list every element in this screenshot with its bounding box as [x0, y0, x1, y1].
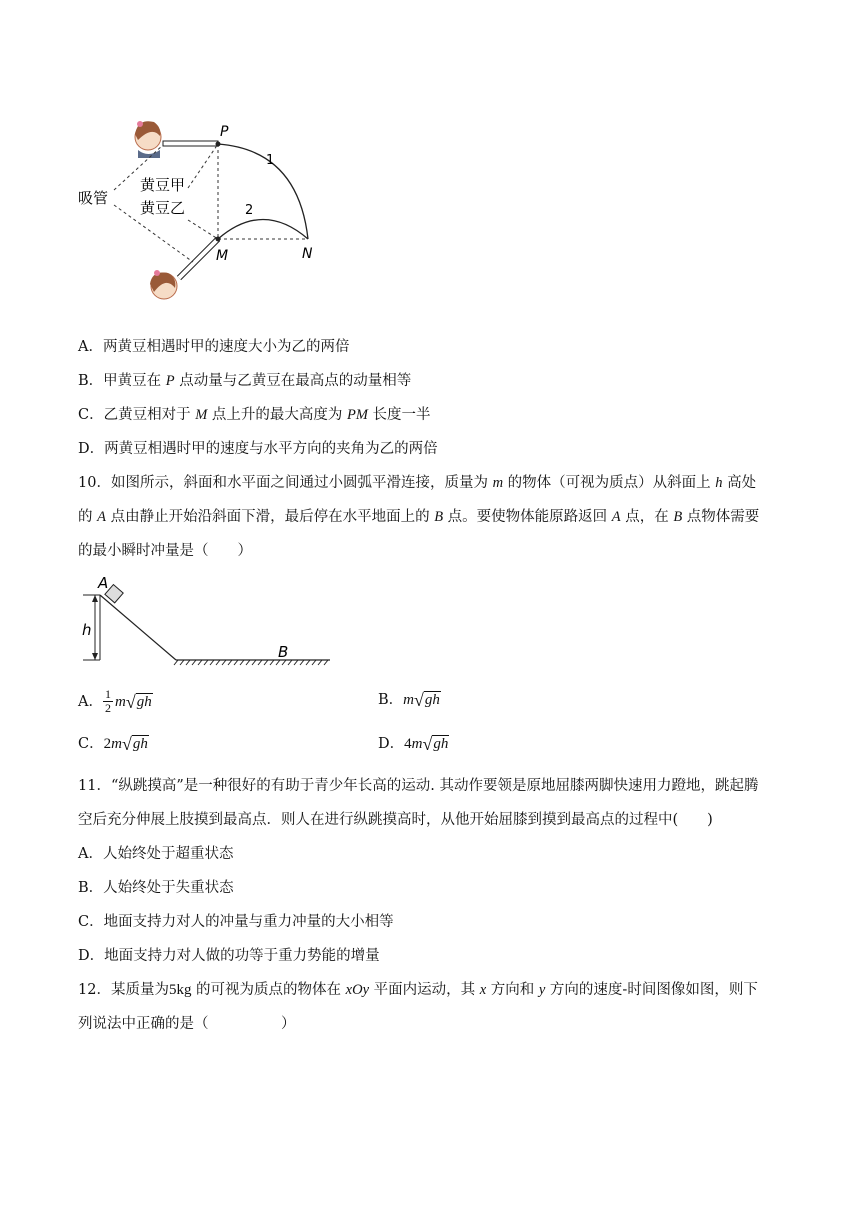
q10-stem-line2: 的 A 点由静止开始沿斜面下滑，最后停在水平地面上的 B 点。要使物体能原路返回 A 点，在 B 点物体需要: [78, 509, 760, 525]
q10-option-c: C． 2 m √ gh: [78, 734, 148, 754]
q11-option-a: A．人始终处于超重状态: [78, 846, 234, 862]
fig-label-B: B: [278, 643, 289, 661]
q11-stem-line2: 空后充分伸展上肢摸到最高点．则人在进行纵跳摸高时，从他开始屈膝到摸到最高点的过程中( ): [78, 812, 713, 828]
trajectory-2: [218, 220, 308, 240]
label-M: M: [216, 248, 229, 264]
q11-option-c: C．地面支持力对人的冲量与重力冲量的大小相等: [78, 914, 394, 930]
q11-option-b: B．人始终处于失重状态: [78, 880, 234, 896]
label-bean-b: 黄豆乙: [140, 199, 186, 217]
q9-option-b: B．甲黄豆在 P 点动量与乙黄豆在最高点的动量相等: [78, 373, 412, 389]
label-2: 2: [245, 203, 254, 218]
incline-figure: [78, 575, 338, 670]
girl-top-icon: [135, 121, 161, 158]
fig-label-h: h: [82, 621, 92, 639]
q11-stem-line1: 11．“纵跳摸高”是一种很好的有助于青少年长高的运动. 其动作要领是原地屈膝两脚快速用力蹬地，跳起腾: [78, 778, 759, 794]
q12-stem-line1: 12．某质量为5kg 的可视为质点的物体在 xOy 平面内运动，其 x 方向和 y 方向的速度-时间图像如图，则下: [78, 982, 758, 998]
girl-bottom-icon: [150, 270, 177, 299]
q12-stem-line2: 列说法中正确的是（ ）: [78, 1016, 296, 1032]
fig-label-A: A: [98, 575, 109, 592]
label-straw: 吸管: [78, 189, 109, 207]
trajectory-1: [218, 144, 308, 239]
q10-stem-line3: 的最小瞬时冲量是（ ）: [78, 543, 252, 559]
q9-option-c: C．乙黄豆相对于 M 点上升的最大高度为 PM 长度一半: [78, 407, 431, 423]
q9-option-a: A．两黄豆相遇时甲的速度大小为乙的两倍: [78, 339, 350, 355]
q9-option-d: D．两黄豆相遇时甲的速度与水平方向的夹角为乙的两倍: [78, 441, 438, 457]
q10-stem-line1: 10．如图所示，斜面和水平面之间通过小圆弧平滑连接，质量为 m 的物体（可视为质点）从斜面上 h 高处: [78, 475, 757, 491]
straw-bottom: [179, 239, 218, 278]
q10-option-b: B． m √ gh: [378, 690, 440, 710]
q10-option-d: D． 4 m √ gh: [378, 734, 449, 754]
label-1: 1: [266, 153, 275, 168]
q10-option-a: A． $\frac{1}{2}$ m √ gh: [78, 687, 152, 715]
label-bean-a: 黄豆甲: [140, 176, 186, 194]
bean-straw-figure: [78, 110, 338, 310]
q11-option-d: D．地面支持力对人做的功等于重力势能的增量: [78, 948, 380, 964]
label-P: P: [220, 124, 229, 140]
label-N: N: [302, 246, 313, 262]
straw-top: [163, 141, 218, 146]
